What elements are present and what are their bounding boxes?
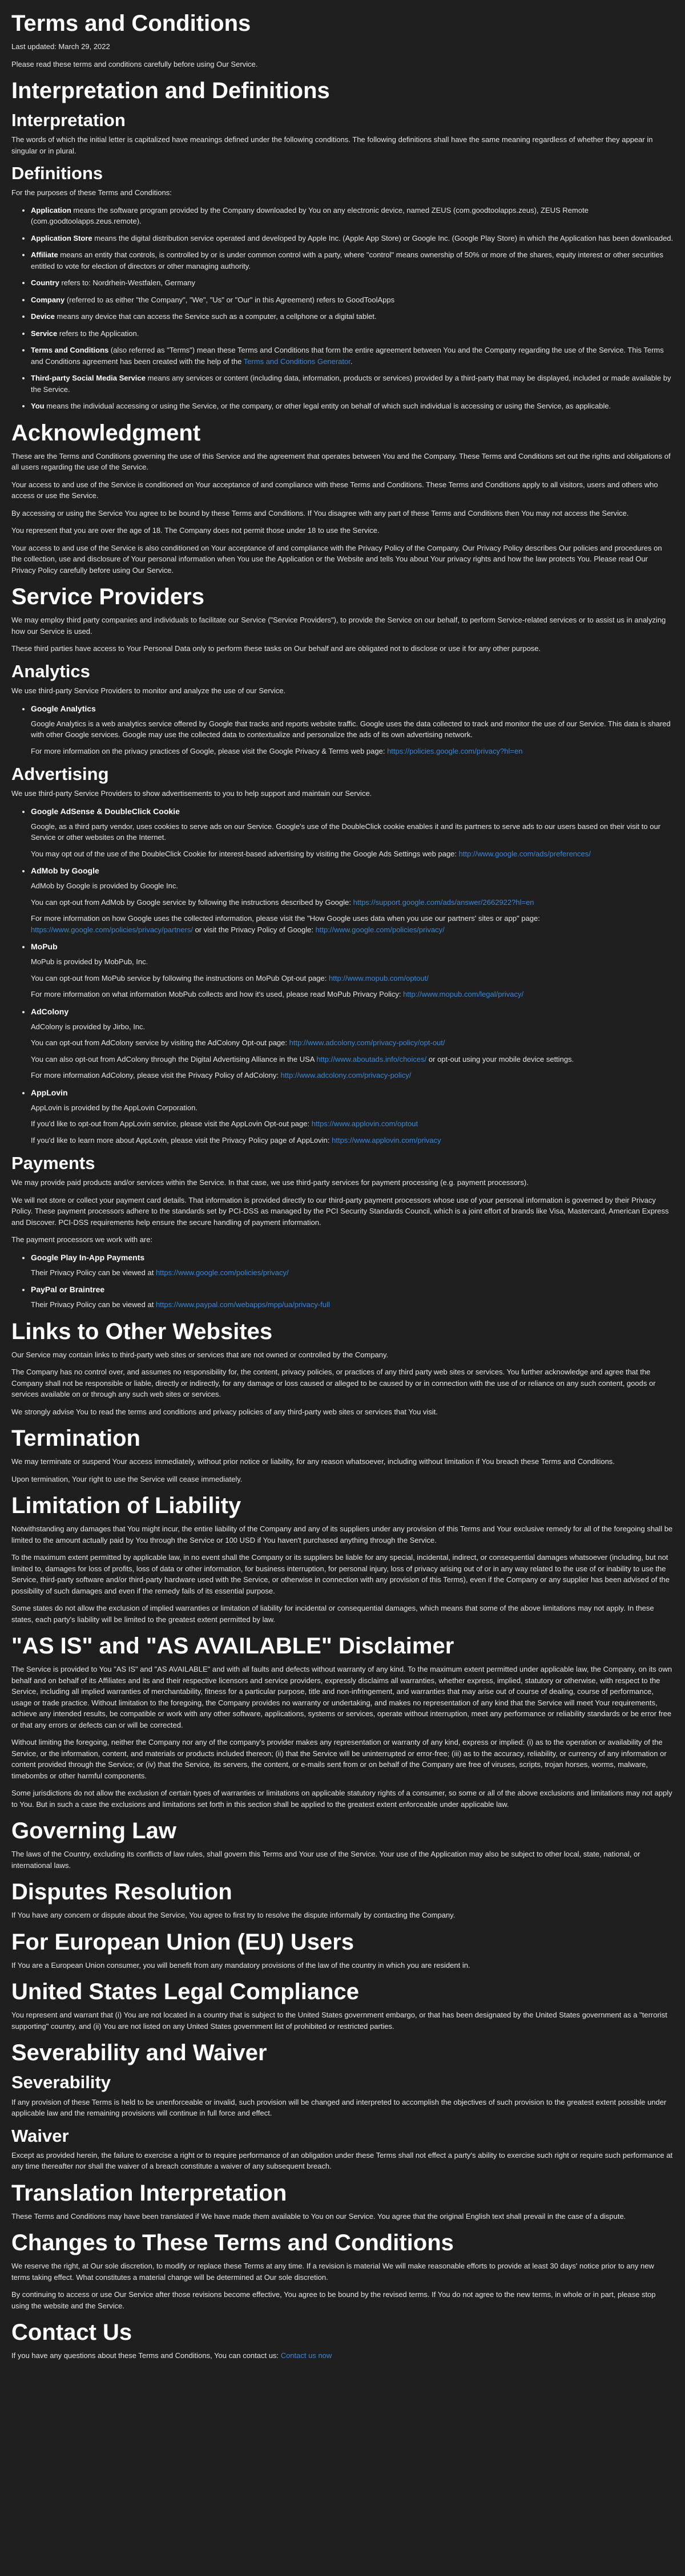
heading-definitions: Definitions	[11, 163, 103, 184]
definition-term: Third-party Social Media Service	[31, 374, 146, 383]
us-compliance-text: You represent and warrant that (i) You are not located in a country that is subject to the United States government embargo, or that has been designated by the United States government as a "terrorist supporting" country, and (ii) You are not listed on any United States government list of prohibited or restricted parties.	[11, 2011, 667, 2031]
definition-term: Service	[31, 329, 58, 338]
definition-term: Affiliate	[31, 250, 58, 260]
provider-text: AdColony is provided by Jirbo, Inc.	[31, 1022, 146, 1031]
provider-doubleclick	[31, 806, 674, 860]
terms-generator-link[interactable]: Terms and Conditions Generator	[243, 357, 350, 366]
provider-more: For more information on how Google uses the collected information, please visit the "How Google uses data when you use our partners' sites or app" page:	[31, 914, 540, 923]
provider-optout-text: You may opt out of the use of the DoubleClick Cookie for interest-based advertising by visiting the Google Ads Settings web page:	[31, 849, 459, 858]
acknowledgment-paragraph: Your access to and use of the Service is conditioned on Your acceptance of and compliance with these Terms and Conditions. These Terms and Conditions apply to all visitors, users and others who access or use the Service.	[11, 480, 658, 500]
eu-users-text: If You are a European Union consumer, you will benefit from any mandatory provisions of the law of the country in which you are resident in.	[11, 1960, 470, 1970]
google-privacy-policy-link[interactable]: http://www.google.com/policies/privacy/	[315, 925, 445, 934]
provider-more: For more information on what information MobPub collects and how it's used, please read MoPub Privacy Policy:	[31, 990, 404, 999]
provider-optout-text: You can also opt-out from AdColony through the Digital Advertising Alliance in the USA	[31, 1054, 317, 1063]
contact-link[interactable]: Contact us now	[280, 2351, 332, 2360]
definition-item	[31, 277, 674, 289]
google-partners-link[interactable]: https://www.google.com/policies/privacy/partners/	[31, 925, 193, 934]
translation-text: These Terms and Conditions may have been translated if We have made them available to You on our Service. You agree that the original English text shall prevail in the case of a dispute.	[11, 2211, 626, 2221]
definition-text: means an entity that controls, is controlled by or is under common control with a party, where "control" means ownership of 50% or more of the shares, equity interest or other securities entitled to vote for election of directors or other managing authority.	[31, 250, 663, 270]
provider-applovin	[31, 1087, 674, 1146]
definition-item	[31, 205, 674, 227]
severability-text: If any provision of these Terms is held to be unenforceable or invalid, such provision will be changed and interpreted to accomplish the objectives of such provision to the greatest extent possible under applicable law and the remaining provisions will continue in full force and effect.	[11, 2097, 667, 2118]
definition-text: means any services or content (including data, information, products or services) provided by a third-party that may be displayed, included or made available by the Service.	[31, 374, 671, 394]
definition-item	[31, 401, 674, 412]
definition-term: You	[31, 402, 45, 411]
governing-law-text: The laws of the Country, excluding its conflicts of law rules, shall govern this Terms and Your use of the Service. Your use of the Application may also be subject to other local, state, national, or international laws.	[11, 1850, 640, 1870]
interpretation-text: The words of which the initial letter is capitalized have meanings defined under the following conditions. The following definitions shall have the same meaning regardless of whether they appear in singular or in plural.	[11, 135, 653, 155]
heading-payments: Payments	[11, 1153, 95, 1174]
disclaimer-paragraph: Without limiting the foregoing, neither the Company nor any of the company's provider makes any representation or warranty of any kind, express or implied: (i) as to the operation or availability of the Service, or the information, content, and materials or products included thereon; (ii) that the Service will be uninterrupted or error-free; (iii) as to the accuracy, reliability, or currency of any information or content provided through the Service; or (iv) that the Service, its servers, the content, or e-mails sent from or on behalf of the Company are free of viruses, scripts, trojan horses, worms, malware, timebombs or other harmful components.	[11, 1738, 667, 1780]
provider-name: • Google AdSense & DoubleClick Cookie	[31, 806, 180, 816]
changes-paragraph: We reserve the right, at Our sole discretion, to modify or replace these Terms at any time. If a revision is material We will make reasonable efforts to provide at least 30 days' notice prior to any new terms taking effect. What constitutes a material change will be determined at Our sole discretion.	[11, 2262, 654, 2282]
definition-text: means the software program provided by the Company downloaded by You on any electronic device, named ZEUS (com.goodtoolapps.zeus), ZEUS Remote (com.goodtoolapps.zeus.remote).	[31, 205, 589, 226]
disclaimer-paragraph: Some jurisdictions do not allow the exclusion of certain types of warranties or limitations on applicable statutory rights of a consumer, so some or all of the above exclusions and limitations may not apply to You. But in such a case the exclusions and limitations set forth in this section shall be applied to the greatest extent enforceable under applicable law.	[11, 1789, 672, 1809]
provider-more: If you'd like to learn more about AppLovin, please visit the Privacy Policy page of AppLovin:	[31, 1135, 332, 1145]
contact-text: If you have any questions about these Terms and Conditions, You can contact us:	[11, 2351, 281, 2360]
disclaimer-paragraph: The Service is provided to You "AS IS" and "AS AVAILABLE" and with all faults and defects without warranty of any kind. To the maximum extent permitted under applicable law, the Company, on its own behalf and on behalf of its Affiliates and its and their respective licensors and service providers, expressly disclaims all warranties, whether express, implied, statutory or otherwise, with respect to the Service, including all implied warranties of merchantability, fitness for a particular purpose, title and non-infringement, and warranties that may arise out of course of dealing, course of performance, usage or trade practice. Without limitation to the foregoing, the Company provides no warranty or undertaking, and makes no representation of any kind that the Service will meet Your requirements, achieve any intended results, be compatible or work with any other software, applications, systems or services, operate without interruption, meet any performance or reliability standards or be error free or that any errors or defects can or will be corrected.	[11, 1665, 672, 1729]
provider-text: Google, as a third party vendor, uses cookies to serve ads on our Service. Google's use of the DoubleClick cookie enables it and its partners to serve ads to our users based on their visit to our Service or other websites on the Internet.	[31, 822, 661, 842]
termination-paragraph: Upon termination, Your right to use the Service will cease immediately.	[11, 1474, 243, 1483]
provider-more: For more information AdColony, please visit the Privacy Policy of AdColony:	[31, 1071, 281, 1080]
definition-term: Application Store	[31, 233, 92, 242]
payments-paragraph: We may provide paid products and/or services within the Service. In that case, we use third-party services for payment processing (e.g. payment processors).	[11, 1178, 529, 1187]
disputes-text: If You have any concern or dispute about the Service, You agree to first try to resolve the dispute informally by contacting the Company.	[11, 1911, 456, 1920]
provider-optout-text: You can opt-out from MoPub service by following the instructions on MoPub Opt-out page:	[31, 973, 329, 982]
processor-text: Their Privacy Policy can be viewed at	[31, 1300, 156, 1309]
definition-term: Terms and Conditions	[31, 346, 109, 355]
links-paragraph: The Company has no control over, and assumes no responsibility for, the content, privacy policies, or practices of any third party web sites or services. You further acknowledge and agree that the Company shall not be responsible or liable, directly or indirectly, for any damage or loss caused or alleged to be caused by or in connection with the use of or reliance on any such content, goods or services available on or through any such web sites or services.	[11, 1368, 656, 1399]
intro-text: Please read these terms and conditions carefully before using Our Service.	[11, 59, 258, 68]
heading-disclaimer: "AS IS" and "AS AVAILABLE" Disclaimer	[11, 1633, 454, 1659]
heading-waiver: Waiver	[11, 2125, 69, 2146]
provider-name: • Google Analytics	[31, 703, 96, 713]
mopub-optout-link[interactable]: http://www.mopub.com/optout/	[328, 973, 429, 982]
processor-text: Their Privacy Policy can be viewed at	[31, 1268, 156, 1277]
google-ads-preferences-link[interactable]: http://www.google.com/ads/preferences/	[458, 849, 591, 858]
changes-paragraph: By continuing to access or use Our Service after those revisions become effective, You agree to be bound by the revised terms. If You do not agree to the new terms, in whole or in part, please stop using the website and the Service.	[11, 2290, 656, 2310]
payments-paragraph: We will not store or collect your payment card details. That information is provided directly to our third-party payment processors whose use of your personal information is governed by their Privacy Policy. These payment processors adhere to the standards set by PCI-DSS as managed by the PCI Security Standards Council, which is a joint effort of brands like Visa, Mastercard, American Express and Discover. PCI-DSS requirements help ensure the secure handling of payment information.	[11, 1195, 669, 1227]
provider-optout-text: You can opt-out from AdColony service by visiting the AdColony Opt-out page:	[31, 1038, 289, 1048]
definition-text: refers to the Application.	[57, 329, 139, 338]
provider-text: AppLovin is provided by the AppLovin Corporation.	[31, 1103, 198, 1112]
service-providers-paragraph: These third parties have access to Your Personal Data only to perform these tasks on Our behalf and are obligated not to disclose or use it for any other purpose.	[11, 644, 541, 653]
provider-optout-text: You can opt-out from AdMob by Google service by following the instructions described by Google:	[31, 897, 353, 907]
definition-item	[31, 345, 674, 367]
applovin-privacy-link[interactable]: https://www.applovin.com/privacy	[332, 1135, 441, 1145]
applovin-optout-link[interactable]: https://www.applovin.com/optout	[311, 1119, 418, 1129]
processor-paypal	[31, 1284, 674, 1311]
definition-term: Application	[31, 205, 71, 215]
provider-optout-text: If you'd like to opt-out from AppLovin service, please visit the AppLovin Opt-out page:	[31, 1119, 312, 1129]
definition-text: (also referred as "Terms") mean these Terms and Conditions that form the entire agreement between You and the Company regarding the use of the Service. This Terms and Conditions agreement has been created with the help of the	[31, 346, 664, 366]
provider-more: For more information on the privacy practices of Google, please visit the Google Privacy & Terms web page:	[31, 746, 388, 755]
advertising-intro: We use third-party Service Providers to show advertisements to you to help support and maintain our Service.	[11, 789, 372, 798]
definition-item	[31, 249, 674, 272]
waiver-text: Except as provided herein, the failure to exercise a right or to require performance of an obligation under these Terms shall not effect a party's ability to exercise such right or require such performance at any time thereafter nor shall the waiver of a breach constitute a waiver of any subsequent breach.	[11, 2150, 673, 2171]
payments-paragraph: The payment processors we work with are:	[11, 1235, 153, 1244]
payment-processors-list	[11, 1252, 674, 1311]
heading-us-compliance: United States Legal Compliance	[11, 1979, 360, 2005]
processor-google-play	[31, 1252, 674, 1279]
definitions-intro: For the purposes of these Terms and Conditions:	[11, 188, 172, 197]
heading-governing-law: Governing Law	[11, 1818, 176, 1844]
provider-name: • MoPub	[31, 942, 58, 952]
provider-text: AdMob by Google is provided by Google Inc.	[31, 881, 178, 891]
definition-text: refers to: Nordrhein-Westfalen, Germany	[59, 278, 196, 288]
links-paragraph: Our Service may contain links to third-party web sites or services that are not owned or controlled by the Company.	[11, 1350, 389, 1359]
google-play-privacy-link[interactable]: https://www.google.com/policies/privacy/	[155, 1268, 289, 1277]
analytics-intro: We use third-party Service Providers to monitor and analyze the use of our Service.	[11, 686, 286, 695]
definition-text: means the digital distribution service operated and developed by Apple Inc. (Apple App Store) or Google Inc. (Google Play Store) in which the Application has been downloaded.	[92, 233, 674, 242]
heading-analytics: Analytics	[11, 661, 90, 681]
provider-optout-after: or opt-out using your mobile device settings.	[426, 1054, 574, 1063]
provider-google-analytics	[31, 703, 674, 757]
definition-item	[31, 311, 674, 322]
provider-mopub	[31, 941, 674, 1000]
provider-name: • AdColony	[31, 1006, 69, 1016]
definition-text-after: .	[350, 357, 353, 366]
definition-item	[31, 233, 674, 244]
paypal-privacy-link[interactable]: https://www.paypal.com/webapps/mpp/ua/privacy-full	[155, 1300, 330, 1309]
advertising-list	[11, 806, 674, 1146]
provider-text: MoPub is provided by MobPub, Inc.	[31, 957, 148, 966]
provider-admob	[31, 865, 674, 935]
acknowledgment-paragraph: These are the Terms and Conditions governing the use of this Service and the agreement that operates between You and the Company. These Terms and Conditions set out the rights and obligations of all users regarding the use of the Service.	[11, 451, 671, 472]
links-paragraph: We strongly advise You to read the terms and conditions and privacy policies of any third-party web sites or services that You visit.	[11, 1407, 438, 1416]
heading-eu-users: For European Union (EU) Users	[11, 1929, 354, 1955]
last-updated: Last updated: March 29, 2022	[11, 42, 110, 51]
google-privacy-link[interactable]: https://policies.google.com/privacy?hl=en	[387, 746, 523, 755]
provider-more-mid: or visit the Privacy Policy of Google:	[192, 925, 316, 934]
termination-paragraph: We may terminate or suspend Your access immediately, without prior notice or liability, for any reason whatsoever, including without limitation if You breach these Terms and Conditions.	[11, 1457, 615, 1466]
heading-contact: Contact Us	[11, 2320, 132, 2346]
definition-text: (referred to as either "the Company", "We", "Us" or "Our" in this Agreement) refers to GoodToolApps	[65, 295, 395, 304]
service-providers-paragraph: We may employ third party companies and individuals to facilitate our Service ("Service Providers"), to provide the Service on our behalf, to perform Service-related services or to assist us in analyzing how our Service is used.	[11, 616, 666, 636]
adcolony-privacy-link[interactable]: http://www.adcolony.com/privacy-policy/	[280, 1071, 412, 1080]
heading-severability-waiver: Severability and Waiver	[11, 2040, 267, 2066]
processor-name: • Google Play In-App Payments	[31, 1252, 145, 1262]
heading-termination: Termination	[11, 1426, 140, 1451]
analytics-list	[11, 703, 674, 757]
definitions-list	[11, 205, 674, 412]
adcolony-optout-link[interactable]: http://www.adcolony.com/privacy-policy/opt-out/	[289, 1038, 445, 1048]
definition-text: means any device that can access the Service such as a computer, a cellphone or a digital tablet.	[54, 312, 377, 321]
heading-severability: Severability	[11, 2072, 111, 2093]
heading-disputes: Disputes Resolution	[11, 1879, 232, 1905]
provider-text: Google Analytics is a web analytics service offered by Google that tracks and reports website traffic. Google uses the data collected to track and monitor the use of our Service. This data is shared with other Google services. Google may use the collected data to contextualize and personalize the ads of its own advertising network.	[31, 719, 671, 739]
definition-item	[31, 373, 674, 395]
acknowledgment-paragraph: You represent that you are over the age of 18. The Company does not permit those under 18 to use the Service.	[11, 526, 380, 535]
definition-term: Country	[31, 278, 59, 288]
aboutads-choices-link[interactable]: http://www.aboutads.info/choices/	[316, 1054, 427, 1063]
heading-interpretation: Interpretation	[11, 110, 126, 130]
liability-paragraph: Notwithstanding any damages that You might incur, the entire liability of the Company and any of its suppliers under any provision of this Terms and Your exclusive remedy for all of the foregoing shall be limited to the amount actually paid by You through the Service or 100 USD if You haven't purchased anything through the Service.	[11, 1524, 673, 1544]
heading-service-providers: Service Providers	[11, 584, 204, 610]
acknowledgment-paragraph: Your access to and use of the Service is also conditioned on Your acceptance of and compliance with the Privacy Policy of the Company. Our Privacy Policy describes Our policies and procedures on the collection, use and disclosure of Your personal information when You use the Application or the Website and tells You about Your privacy rights and how the law protects You. Please read Our Privacy Policy carefully before using Our Service.	[11, 543, 662, 575]
heading-translation: Translation Interpretation	[11, 2180, 287, 2206]
heading-advertising: Advertising	[11, 764, 109, 784]
processor-name: • PayPal or Braintree	[31, 1285, 105, 1295]
heading-liability: Limitation of Liability	[11, 1493, 241, 1519]
admob-optout-link[interactable]: https://support.google.com/ads/answer/2662922?hl=en	[353, 897, 534, 907]
definition-item	[31, 328, 674, 339]
provider-adcolony	[31, 1006, 674, 1081]
acknowledgment-paragraph: By accessing or using the Service You agree to be bound by these Terms and Conditions. If You disagree with any part of these Terms and Conditions then You may not access the Service.	[11, 508, 629, 517]
definition-item	[31, 294, 674, 306]
liability-paragraph: To the maximum extent permitted by applicable law, in no event shall the Company or its suppliers be liable for any special, incidental, indirect, or consequential damages whatsoever (including, but not limited to, damages for loss of profits, loss of data or other information, for business interruption, for personal injury, loss of privacy arising out of or in any way related to the use of or inability to use the Service, third-party software and/or third-party hardware used with the Service, or otherwise in connection with any provision of this Terms), even if the Company or any supplier has been advised of the possibility of such damages and even if the remedy fails of its essential purpose.	[11, 1553, 670, 1595]
provider-name: • AdMob by Google	[31, 866, 99, 876]
definition-term: Device	[31, 312, 55, 321]
heading-changes: Changes to These Terms and Conditions	[11, 2230, 454, 2256]
definition-term: Company	[31, 295, 65, 304]
definition-text: means the individual accessing or using the Service, or the company, or other legal entity on behalf of which such individual is accessing or using the Service, as applicable.	[44, 402, 611, 411]
provider-name: • AppLovin	[31, 1087, 68, 1097]
liability-paragraph: Some states do not allow the exclusion of implied warranties or limitation of liability for incidental or consequential damages, which means that some of the above limitations may not apply. In these states, each party's liability will be limited to the greatest extent permitted by law.	[11, 1604, 654, 1624]
heading-links: Links to Other Websites	[11, 1319, 273, 1344]
heading-interpretation-definitions: Interpretation and Definitions	[11, 78, 330, 103]
heading-acknowledgment: Acknowledgment	[11, 420, 201, 446]
page-title: Terms and Conditions	[11, 11, 251, 36]
mopub-privacy-link[interactable]: http://www.mopub.com/legal/privacy/	[403, 990, 524, 999]
